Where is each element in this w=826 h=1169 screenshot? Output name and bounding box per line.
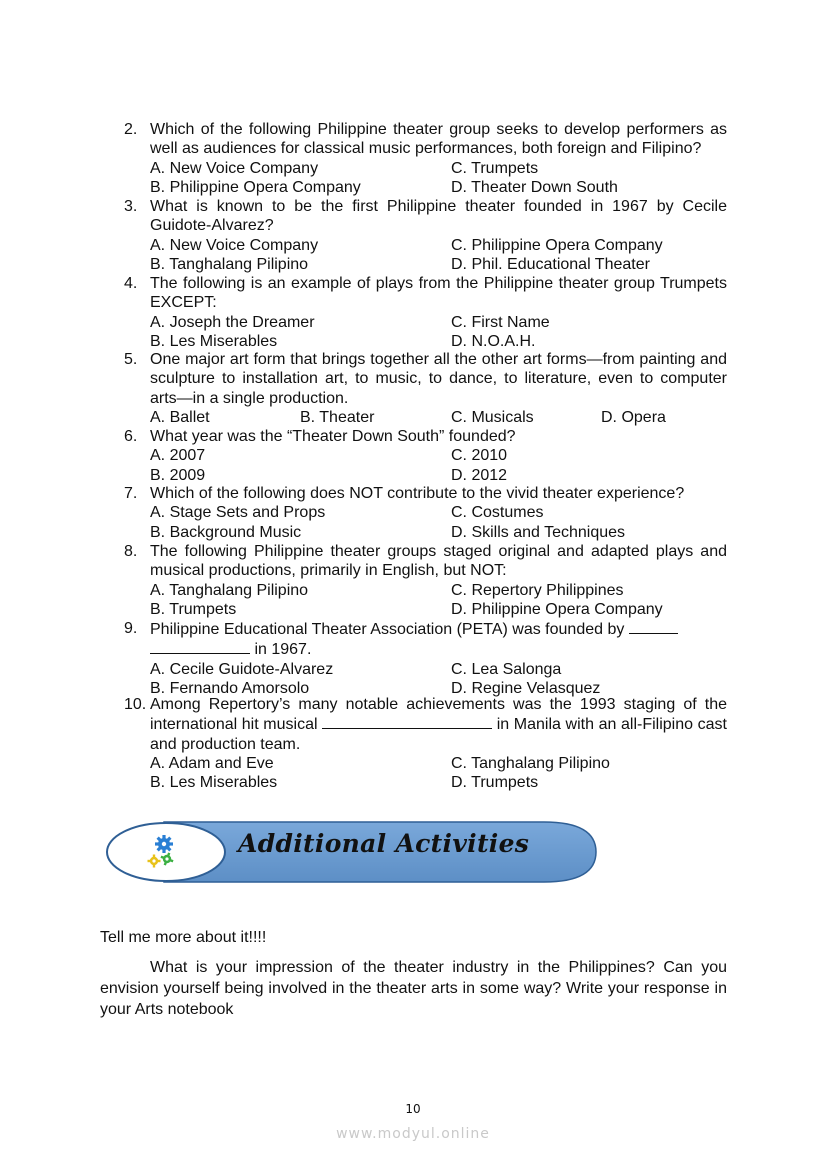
stem-text: in Manila with an all-Filipino cast and production team. (150, 716, 727, 753)
option-row (150, 236, 727, 255)
answer-blank (322, 714, 492, 729)
option-c: C. Philippine Opera Company (451, 236, 663, 254)
activity-prompt: What is your impression of the theater industry in the Philippines? Can you envision yourself being involved in the theater arts in some way? Write your response in your Arts notebook (100, 959, 727, 1018)
option-row (150, 466, 727, 485)
watermark: www.modyul.online (336, 1126, 490, 1142)
option-c: C. 2010 (451, 447, 508, 465)
option-b: B. Theater (300, 408, 375, 426)
option-a: A. Joseph the Dreamer (150, 313, 315, 331)
question-number: 10. (124, 696, 147, 713)
question-number: 5. (124, 351, 138, 368)
option-a: A. Ballet (150, 408, 210, 426)
question-number: 4. (124, 275, 138, 292)
option-c: C. Costumes (451, 504, 544, 522)
option-d: D. Skills and Techniques (451, 523, 626, 541)
option-a: A. Adam and Eve (150, 754, 274, 772)
option-b: B. Les Miserables (150, 774, 278, 792)
option-d: D. Trumpets (451, 774, 539, 792)
question-6 (124, 427, 727, 485)
option-a: A. New Voice Company (150, 236, 319, 254)
option-b: B. Background Music (150, 523, 302, 541)
question-stem (150, 619, 727, 660)
option-c: C. Tanghalang Pilipino (451, 754, 610, 772)
question-stem (150, 695, 727, 754)
option-a: A. New Voice Company (150, 159, 319, 177)
question-number: 3. (124, 198, 138, 215)
question-number: 6. (124, 428, 138, 445)
page-number: 10 (405, 1102, 421, 1116)
banner-oval (107, 823, 225, 881)
option-row (150, 773, 727, 792)
option-row (150, 159, 727, 178)
option-row (150, 503, 727, 522)
option-b: B. Tanghalang Pilipino (150, 255, 309, 273)
option-b: B. 2009 (150, 466, 206, 484)
option-a: A. 2007 (150, 447, 206, 465)
question-3 (124, 197, 727, 274)
question-stem: Which of the following does NOT contribute to the vivid theater experience? (150, 485, 685, 502)
option-d: D. Regine Velasquez (451, 679, 601, 697)
question-9 (124, 619, 727, 698)
question-4 (124, 274, 727, 351)
question-5 (124, 350, 727, 427)
option-row (150, 178, 727, 197)
option-b: B. Fernando Amorsolo (150, 679, 310, 697)
option-c: C. First Name (451, 313, 550, 331)
stem-text: in 1967. (254, 641, 312, 659)
option-row (150, 408, 727, 427)
option-d: D. N.O.A.H. (451, 332, 536, 350)
question-number: 2. (124, 121, 138, 138)
option-a: A. Tanghalang Pilipino (150, 581, 309, 599)
option-b: B. Les Miserables (150, 332, 278, 350)
option-row (150, 255, 727, 274)
question-stem: Which of the following Philippine theater group seeks to develop performers as well as audiences for classical music performances, both foreign and Filipino? (150, 121, 727, 158)
option-c: C. Repertory Philippines (451, 581, 624, 599)
question-10 (124, 695, 727, 792)
option-row (150, 332, 727, 351)
option-c: C. Lea Salonga (451, 660, 562, 678)
option-d: D. 2012 (451, 466, 508, 484)
option-c: C. Musicals (451, 408, 534, 426)
option-a: A. Cecile Guidote-Alvarez (150, 660, 334, 678)
question-2 (124, 120, 727, 197)
section-title: Additional Activities (238, 829, 530, 858)
option-d: D. Philippine Opera Company (451, 600, 663, 618)
question-stem: The following is an example of plays from the Philippine theater group Trumpets EXCEPT: (150, 275, 727, 312)
option-row (150, 523, 727, 542)
option-row (150, 446, 727, 465)
answer-blank (629, 619, 678, 634)
activity-heading: Tell me more about it!!!! (100, 929, 267, 946)
option-d: D. Opera (601, 408, 666, 426)
question-number: 7. (124, 485, 138, 502)
option-row (150, 754, 727, 773)
option-row (150, 600, 727, 619)
option-row (150, 660, 727, 679)
question-stem: What year was the “Theater Down South” founded? (150, 428, 516, 445)
question-stem: What is known to be the first Philippine theater founded in 1967 by Cecile Guidote-Alvarez? (150, 198, 727, 235)
stem-text: Philippine Educational Theater Association (PETA) was founded by (150, 621, 625, 638)
stem-text: Among Repertory’s many notable achievements was the 1993 staging of the international hit musical (150, 696, 727, 734)
option-c: C. Trumpets (451, 159, 539, 177)
option-d: D. Phil. Educational Theater (451, 255, 650, 273)
question-7 (124, 484, 727, 542)
option-b: B. Philippine Opera Company (150, 178, 361, 196)
question-number: 9. (124, 620, 138, 637)
question-stem: One major art form that brings together all the other art forms—from painting and sculpture to installation art, to music, to dance, to literature, even to computer arts—in a single production. (150, 351, 727, 407)
question-stem: The following Philippine theater groups staged original and adapted plays and musical productions, primarily in English, but NOT: (150, 543, 727, 580)
option-d: D. Theater Down South (451, 178, 618, 196)
option-b: B. Trumpets (150, 600, 237, 618)
answer-blank (150, 639, 250, 654)
question-number: 8. (124, 543, 138, 560)
option-row (150, 313, 727, 332)
option-a: A. Stage Sets and Props (150, 504, 326, 522)
question-8 (124, 542, 727, 619)
option-row (150, 581, 727, 600)
